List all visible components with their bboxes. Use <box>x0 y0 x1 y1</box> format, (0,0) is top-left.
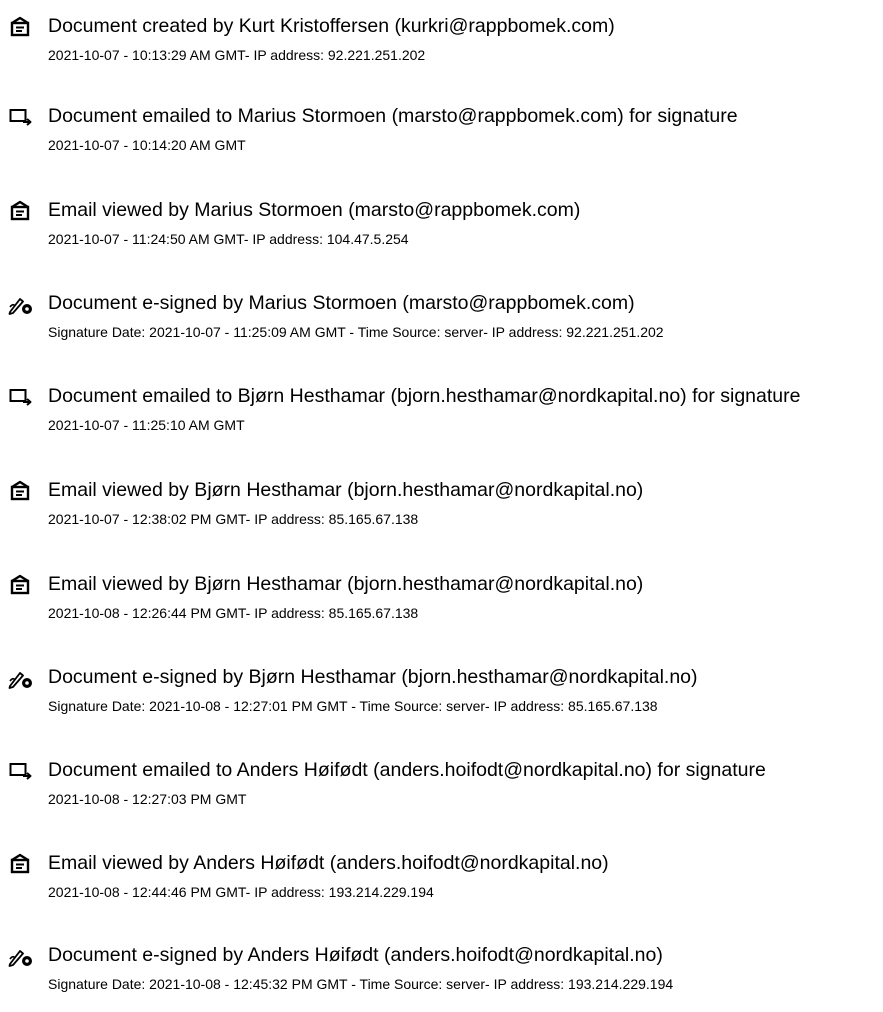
event-timestamp: Signature Date: 2021-10-08 - 12:27:01 PM GMT - Time Source: server- IP address: 85.165.67.138 <box>48 698 658 714</box>
event-description: Email viewed by Bjørn Hesthamar (bjorn.hesthamar@nordkapital.no) <box>48 479 644 501</box>
event-description: Document e-signed by Marius Stormoen (marsto@rappbomek.com) <box>48 292 635 314</box>
event-description: Document created by Kurt Kristoffersen (kurkri@rappbomek.com) <box>48 15 615 37</box>
event-timestamp: Signature Date: 2021-10-07 - 11:25:09 AM GMT - Time Source: server- IP address: 92.221.251.202 <box>48 324 664 340</box>
document-icon <box>8 16 32 38</box>
audit-entry <box>0 290 883 360</box>
audit-entry <box>0 850 883 920</box>
event-description: Email viewed by Bjørn Hesthamar (bjorn.hesthamar@nordkapital.no) <box>48 573 644 595</box>
audit-entry <box>0 103 883 173</box>
event-timestamp: 2021-10-07 - 12:38:02 PM GMT- IP address: 85.165.67.138 <box>48 511 419 527</box>
event-timestamp: 2021-10-07 - 10:13:29 AM GMT- IP address: 92.221.251.202 <box>48 47 426 63</box>
audit-entry <box>0 664 883 734</box>
event-timestamp: 2021-10-08 - 12:27:03 PM GMT <box>48 791 247 807</box>
audit-entry <box>0 197 883 267</box>
event-description: Document e-signed by Anders Høifødt (anders.hoifodt@nordkapital.no) <box>48 944 663 966</box>
email-sent-icon <box>8 386 32 408</box>
audit-entry <box>0 13 883 83</box>
event-description: Document emailed to Marius Stormoen (marsto@rappbomek.com) for signature <box>48 105 738 127</box>
event-timestamp: 2021-10-08 - 12:44:46 PM GMT- IP address: 193.214.229.194 <box>48 884 434 900</box>
event-description: Document emailed to Bjørn Hesthamar (bjorn.hesthamar@nordkapital.no) for signature <box>48 385 801 407</box>
audit-entry <box>0 757 883 827</box>
event-timestamp: 2021-10-07 - 11:25:10 AM GMT <box>48 417 245 433</box>
event-timestamp: 2021-10-07 - 10:14:20 AM GMT <box>48 137 246 153</box>
event-description: Document emailed to Anders Høifødt (anders.hoifodt@nordkapital.no) for signature <box>48 759 766 781</box>
signature-pen-icon <box>8 293 32 315</box>
event-timestamp: 2021-10-07 - 11:24:50 AM GMT- IP address: 104.47.5.254 <box>48 231 409 247</box>
event-timestamp: Signature Date: 2021-10-08 - 12:45:32 PM GMT - Time Source: server- IP address: 193.214.229.194 <box>48 976 674 992</box>
signature-pen-icon <box>8 667 32 689</box>
email-sent-icon <box>8 760 32 782</box>
audit-entry <box>0 383 883 453</box>
signature-pen-icon <box>8 945 32 967</box>
event-timestamp: 2021-10-08 - 12:26:44 PM GMT- IP address: 85.165.67.138 <box>48 605 419 621</box>
event-description: Document e-signed by Bjørn Hesthamar (bjorn.hesthamar@nordkapital.no) <box>48 666 698 688</box>
audit-entry <box>0 942 883 1012</box>
event-description: Email viewed by Anders Høifødt (anders.hoifodt@nordkapital.no) <box>48 852 609 874</box>
email-sent-icon <box>8 106 32 128</box>
event-description: Email viewed by Marius Stormoen (marsto@rappbomek.com) <box>48 199 581 221</box>
audit-entry <box>0 571 883 641</box>
document-icon <box>8 853 32 875</box>
document-icon <box>8 200 32 222</box>
document-icon <box>8 480 32 502</box>
document-icon <box>8 574 32 596</box>
audit-entry <box>0 477 883 547</box>
